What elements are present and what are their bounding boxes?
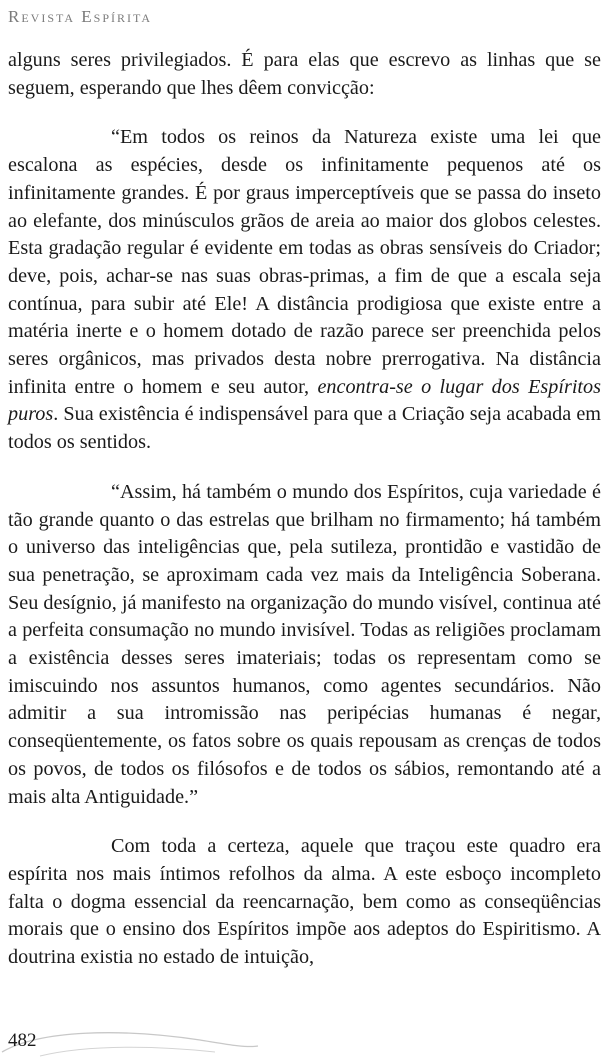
paragraph-gap bbox=[8, 811, 601, 833]
paragraph-2-text-b: . Sua existência é indispensável para que a Criação seja acabada em todos os sentidos. bbox=[8, 403, 601, 454]
paragraph-gap bbox=[8, 457, 601, 479]
page-number: 482 bbox=[8, 1030, 37, 1051]
running-header: Revista Espírita bbox=[8, 7, 153, 26]
paragraph-2-text-a: “Em todos os reinos da Natureza existe uma lei que escalona as espécies, desde os infinitamente pequenos até os infinitamente grandes. É por graus imperceptíveis que se passa do inseto ao elefante, dos minúsculos grãos de areia ao maior dos globos celestes. Esta gradação regular é evidente em todas as obras sensíveis do Criador; deve, pois, achar-se nas suas obras-primas, a fim de que a escala seja contínua, para subir até Ele! A distância prodigiosa que existe entre a matéria inerte e o homem dotado de razão parece ser preenchida pelos seres orgânicos, mas privados desta nobre prerrogativa. Na distância infinita entre o homem e seu autor, bbox=[8, 126, 601, 398]
paragraph-4: Com toda a certeza, aquele que traçou este quadro era espírita nos mais íntimos refolhos da alma. A este esboço incompleto falta o dogma essencial da reencarnação, bem como as conseqüências morais que o ensino dos Espíritos impõe aos adeptos do Espiritismo. A doutrina existia no estado de intuição, bbox=[8, 835, 601, 969]
paragraph-2 bbox=[8, 124, 601, 456]
page-flourish-ornament bbox=[0, 1022, 260, 1063]
paragraph-2-italic: encontra-se o lugar dos Espíritos puros bbox=[8, 375, 601, 426]
page-body bbox=[8, 47, 601, 972]
paragraph-gap bbox=[8, 102, 601, 124]
paragraph-3: “Assim, há também o mundo dos Espíritos, cuja variedade é tão grande quanto o das estrelas que brilham no firmamento; há também o universo das inteligências que, pela sutileza, prontidão e vastidão de sua penetração, se aproximam cada vez mais da Inteligência Soberana. Seu desígnio, já manifesto na organização do mundo visível, continua até a perfeita consumação no mundo invisível. Todas as religiões proclamam a existência desses seres imateriais; todas os representam como se imiscuindo nos assuntos humanos, como agentes secundários. Não admitir a sua intromissão nas peripécias humanas é negar, conseqüentemente, os fatos sobre os quais repousam as crenças de todos os povos, de todos os filósofos e de todos os sábios, remontando até a mais alta Antiguidade.” bbox=[8, 480, 601, 808]
paragraph-1: alguns seres privilegiados. É para elas que escrevo as linhas que se seguem, esperando que lhes dêem convicção: bbox=[8, 49, 601, 99]
